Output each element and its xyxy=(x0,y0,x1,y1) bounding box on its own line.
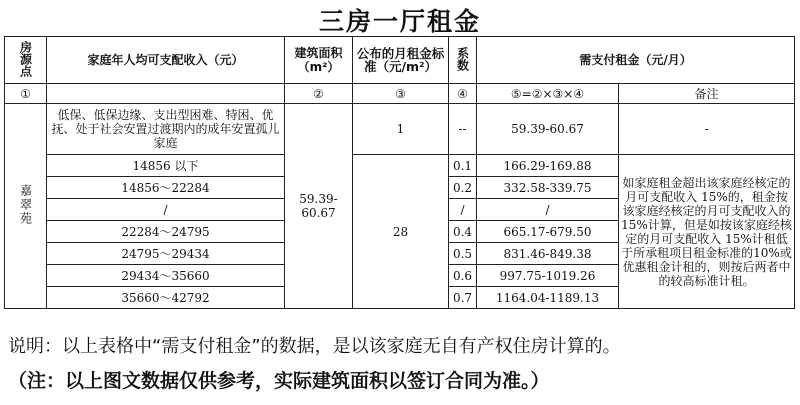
footer-disclaimer: （注：以上图文数据仅供参考，实际建筑面积以签订合同为准。） xyxy=(8,370,550,392)
community-cell: 嘉翠苑 xyxy=(5,104,47,309)
page-title: 三房一厅租金 xyxy=(318,7,481,36)
index-cell: ③ xyxy=(353,84,449,104)
index-cell: ⑤=②×③×④ xyxy=(477,84,619,104)
coef-cell: 0.5 xyxy=(449,243,477,265)
index-row xyxy=(5,84,795,104)
index-cell: 备注 xyxy=(619,84,795,104)
income-cell: 35660～42792 xyxy=(47,287,285,309)
rent-cell: 332.58-339.75 xyxy=(477,177,619,199)
index-cell xyxy=(47,84,285,104)
income-cell: 22284～24795 xyxy=(47,221,285,243)
rent-cell: 59.39-60.67 xyxy=(477,104,619,155)
table-row xyxy=(5,155,795,177)
rent-cell: / xyxy=(477,199,619,221)
header-row xyxy=(5,37,795,84)
standard-cell: 1 xyxy=(353,104,449,155)
index-cell: ④ xyxy=(449,84,477,104)
header-area: 建筑面积（m²） xyxy=(285,37,353,84)
header-payable: 需支付租金（元/月） xyxy=(477,37,795,84)
income-cell: / xyxy=(47,199,285,221)
header-coef: 系数 xyxy=(449,37,477,84)
rent-table xyxy=(4,36,795,309)
table-row xyxy=(5,104,795,155)
rent-cell: 831.46-849.38 xyxy=(477,243,619,265)
note-cell: 如家庭租金超出该家庭经核定的月可支配收入 15%的，租金按该家庭经核定的月可支配收入的15%计算，但是如按该家庭经核定的月可支配收入 15%计租低于所承租项目租金标准的10%或优惠租金计租的，则按后两者中的较高标准计租。 xyxy=(619,155,795,309)
coef-cell: -- xyxy=(449,104,477,155)
rent-cell: 1164.04-1189.13 xyxy=(477,287,619,309)
coef-cell: 0.6 xyxy=(449,265,477,287)
header-community: 房源点 xyxy=(5,37,47,84)
coef-cell: / xyxy=(449,199,477,221)
coef-cell: 0.7 xyxy=(449,287,477,309)
income-cell: 24795～29434 xyxy=(47,243,285,265)
area-cell: 59.39-60.67 xyxy=(285,104,353,309)
coef-cell: 0.4 xyxy=(449,221,477,243)
rent-cell: 166.29-169.88 xyxy=(477,155,619,177)
income-cell: 14856～22284 xyxy=(47,177,285,199)
standard-cell: 28 xyxy=(353,155,449,309)
coef-cell: 0.2 xyxy=(449,177,477,199)
footer-explanation: 说明：以上表格中“需支付租金”的数据，是以该家庭无自有产权住房计算的。 xyxy=(8,336,621,357)
income-cell: 29434～35660 xyxy=(47,265,285,287)
rent-cell: 997.75-1019.26 xyxy=(477,265,619,287)
note-cell: - xyxy=(619,104,795,155)
rent-cell: 665.17-679.50 xyxy=(477,221,619,243)
coef-cell: 0.1 xyxy=(449,155,477,177)
header-income: 家庭年人均可支配收入（元） xyxy=(47,37,285,84)
header-standard: 公布的月租金标准（元/m²） xyxy=(353,37,449,84)
index-cell: ① xyxy=(5,84,47,104)
income-cell: 低保、低保边缘、支出型困难、特困、优抚、处于社会安置过渡期内的成年安置孤儿家庭 xyxy=(47,104,285,155)
index-cell: ② xyxy=(285,84,353,104)
income-cell: 14856 以下 xyxy=(47,155,285,177)
